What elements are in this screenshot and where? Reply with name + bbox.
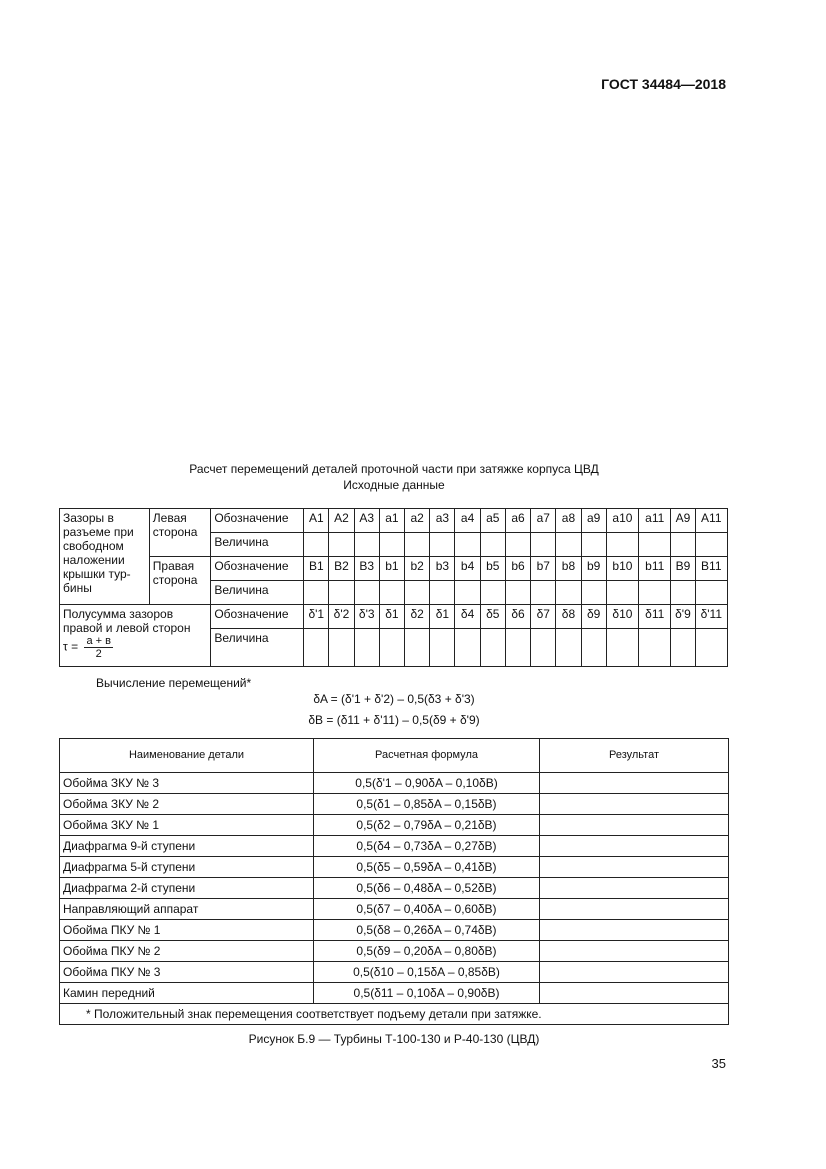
symbol-cell: B1 [304, 557, 329, 581]
symbol-cell: δ5 [480, 605, 505, 629]
value-cell [405, 533, 430, 557]
symbol-cell: a2 [405, 509, 430, 533]
symbol-cell: δ'9 [671, 605, 695, 629]
symbol-cell: a1 [379, 509, 404, 533]
right-side-label: Правая сторона [149, 557, 211, 605]
symbol-cell: B2 [329, 557, 354, 581]
value-label: Величина [211, 533, 304, 557]
symbol-cell: a11 [639, 509, 671, 533]
tau-numerator: а + в [86, 635, 111, 647]
initial-data-table [59, 508, 728, 667]
result-cell [540, 983, 729, 1004]
result-cell [540, 773, 729, 794]
footnote-row [60, 1004, 729, 1025]
symbol-cell: A9 [671, 509, 695, 533]
table-row [60, 878, 729, 899]
value-cell [304, 533, 329, 557]
formula: 0,5(δ'1 – 0,90δA – 0,10δB) [314, 773, 540, 794]
symbol-cell: B11 [695, 557, 727, 581]
value-cell [639, 629, 671, 667]
symbol-cell: δ'1 [304, 605, 329, 629]
part-name: Диафрагма 9-й ступени [60, 836, 314, 857]
result-cell [540, 962, 729, 983]
value-cell [480, 533, 505, 557]
symbol-cell: δ1 [430, 605, 455, 629]
symbol-cell: b4 [455, 557, 480, 581]
value-label: Величина [211, 629, 304, 667]
symbol-cell: δ8 [556, 605, 581, 629]
value-cell [505, 581, 530, 605]
table-row [60, 836, 729, 857]
value-cell [405, 629, 430, 667]
table-row [60, 941, 729, 962]
result-cell [540, 815, 729, 836]
symbol-cell: a4 [455, 509, 480, 533]
value-cell [695, 629, 727, 667]
value-cell [581, 533, 606, 557]
part-name: Обойма ПКУ № 2 [60, 941, 314, 962]
value-cell [531, 629, 556, 667]
figure-subtitle: Исходные данные [343, 478, 445, 492]
symbol-cell: a8 [556, 509, 581, 533]
value-cell [329, 533, 354, 557]
value-cell [531, 581, 556, 605]
result-cell [540, 878, 729, 899]
symbol-cell: a10 [606, 509, 638, 533]
value-cell [430, 581, 455, 605]
table-row [60, 773, 729, 794]
symbol-cell: A3 [354, 509, 379, 533]
value-cell [556, 581, 581, 605]
symbol-cell: δ11 [639, 605, 671, 629]
value-cell [556, 629, 581, 667]
formula: 0,5(δ7 – 0,40δA – 0,60δB) [314, 899, 540, 920]
symbol-cell: a9 [581, 509, 606, 533]
left-side-label: Левая сторона [149, 509, 211, 557]
result-cell [540, 857, 729, 878]
formula: 0,5(δ6 – 0,48δA – 0,52δB) [314, 878, 540, 899]
value-cell [430, 533, 455, 557]
formula: 0,5(δ5 – 0,59δA – 0,41δB) [314, 857, 540, 878]
result-cell [540, 794, 729, 815]
value-cell [354, 533, 379, 557]
table-row [60, 899, 729, 920]
symbol-cell: A2 [329, 509, 354, 533]
value-cell [379, 629, 404, 667]
part-name: Обойма ЗКУ № 3 [60, 773, 314, 794]
part-name: Обойма ПКУ № 1 [60, 920, 314, 941]
value-cell [639, 581, 671, 605]
designation-label: Обозначение [211, 509, 304, 533]
formula: 0,5(δ11 – 0,10δA – 0,90δB) [314, 983, 540, 1004]
column-header-part-name: Наименование детали [60, 739, 314, 773]
symbol-cell: a3 [430, 509, 455, 533]
part-name: Диафрагма 5-й ступени [60, 857, 314, 878]
value-cell [556, 533, 581, 557]
value-cell [671, 581, 695, 605]
formula: 0,5(δ8 – 0,26δA – 0,74δB) [314, 920, 540, 941]
result-cell [540, 941, 729, 962]
value-cell [329, 629, 354, 667]
page-number: 35 [711, 1056, 726, 1071]
document-code: ГОСТ 34484—2018 [601, 76, 726, 92]
part-name: Обойма ЗКУ № 1 [60, 815, 314, 836]
symbol-cell: b10 [606, 557, 638, 581]
symbol-cell: a5 [480, 509, 505, 533]
value-cell [304, 581, 329, 605]
formula: 0,5(δ10 – 0,15δA – 0,85δB) [314, 962, 540, 983]
symbol-cell: δ6 [505, 605, 530, 629]
value-cell [304, 629, 329, 667]
value-cell [354, 629, 379, 667]
value-cell [379, 581, 404, 605]
designation-label: Обозначение [211, 557, 304, 581]
symbol-cell: b6 [505, 557, 530, 581]
table-header-row [60, 739, 729, 773]
figure-caption: Рисунок Б.9 — Турбины Т-100-130 и Р-40-130 (ЦВД) [248, 1032, 540, 1046]
symbol-cell: A1 [304, 509, 329, 533]
value-cell [581, 629, 606, 667]
value-cell [606, 533, 638, 557]
value-cell [329, 581, 354, 605]
part-name: Диафрагма 2-й ступени [60, 878, 314, 899]
result-cell [540, 920, 729, 941]
value-cell [606, 629, 638, 667]
value-cell [455, 533, 480, 557]
half-sum-label [60, 605, 211, 667]
designation-label: Обозначение [211, 605, 304, 629]
symbol-cell: a7 [531, 509, 556, 533]
symbol-cell: δ'2 [329, 605, 354, 629]
row-b-designation [60, 557, 728, 581]
symbol-cell: b8 [556, 557, 581, 581]
value-cell [354, 581, 379, 605]
formula: 0,5(δ9 – 0,20δA – 0,80δB) [314, 941, 540, 962]
symbol-cell: b11 [639, 557, 671, 581]
value-cell [695, 581, 727, 605]
column-header-result: Результат [540, 739, 729, 773]
value-cell [581, 581, 606, 605]
value-cell [606, 581, 638, 605]
value-cell [505, 533, 530, 557]
table-row [60, 794, 729, 815]
formula: 0,5(δ1 – 0,85δA – 0,15δB) [314, 794, 540, 815]
symbol-cell: B9 [671, 557, 695, 581]
part-name: Направляющий аппарат [60, 899, 314, 920]
footnote: * Положительный знак перемещения соответствует подъему детали при затяжке. [60, 1004, 729, 1025]
tau-denominator: 2 [95, 648, 102, 660]
table-row [60, 857, 729, 878]
symbol-cell: δ10 [606, 605, 638, 629]
tau-fraction [84, 635, 113, 660]
symbol-cell: b3 [430, 557, 455, 581]
symbol-cell: δ7 [531, 605, 556, 629]
displacement-table [59, 738, 729, 1025]
result-cell [540, 836, 729, 857]
row-delta-designation [60, 605, 728, 629]
symbol-cell: δ2 [405, 605, 430, 629]
value-cell [480, 629, 505, 667]
symbol-cell: δ'11 [695, 605, 727, 629]
part-name: Обойма ЗКУ № 2 [60, 794, 314, 815]
symbol-cell: b5 [480, 557, 505, 581]
symbol-cell: δ4 [455, 605, 480, 629]
value-cell [671, 533, 695, 557]
value-cell [455, 629, 480, 667]
calculation-heading: Вычисление перемещений* [96, 676, 252, 690]
value-cell [405, 581, 430, 605]
part-name: Обойма ПКУ № 3 [60, 962, 314, 983]
symbol-cell: B3 [354, 557, 379, 581]
formula: 0,5(δ4 – 0,73δA – 0,27δB) [314, 836, 540, 857]
tau-prefix: τ = [63, 639, 79, 654]
table-row [60, 983, 729, 1004]
symbol-cell: δ1 [379, 605, 404, 629]
equation-delta-b: δB = (δ11 + δ'11) – 0,5(δ9 + δ'9) [308, 713, 480, 727]
half-sum-text: Полусумма зазоров правой и левой сторон [63, 607, 191, 635]
symbol-cell: a6 [505, 509, 530, 533]
value-cell [671, 629, 695, 667]
value-cell [379, 533, 404, 557]
value-cell [430, 629, 455, 667]
column-header-formula: Расчетная формула [314, 739, 540, 773]
value-cell [505, 629, 530, 667]
row-a-designation [60, 509, 728, 533]
symbol-cell: b1 [379, 557, 404, 581]
symbol-cell: b7 [531, 557, 556, 581]
symbol-cell: δ'3 [354, 605, 379, 629]
table-row [60, 962, 729, 983]
value-label: Величина [211, 581, 304, 605]
value-cell [531, 533, 556, 557]
value-cell [480, 581, 505, 605]
part-name: Камин передний [60, 983, 314, 1004]
equation-delta-a: δA = (δ'1 + δ'2) – 0,5(δ3 + δ'3) [313, 692, 475, 706]
value-cell [695, 533, 727, 557]
symbol-cell: b9 [581, 557, 606, 581]
symbol-cell: A11 [695, 509, 727, 533]
symbol-cell: b2 [405, 557, 430, 581]
value-cell [455, 581, 480, 605]
gaps-label: Зазоры в разъеме при свободном наложении крышки тур-бины [60, 509, 150, 605]
result-cell [540, 899, 729, 920]
table-row [60, 815, 729, 836]
symbol-cell: δ9 [581, 605, 606, 629]
table-row [60, 920, 729, 941]
formula: 0,5(δ2 – 0,79δA – 0,21δB) [314, 815, 540, 836]
value-cell [639, 533, 671, 557]
figure-title: Расчет перемещений деталей проточной части при затяжке корпуса ЦВД [189, 462, 599, 476]
